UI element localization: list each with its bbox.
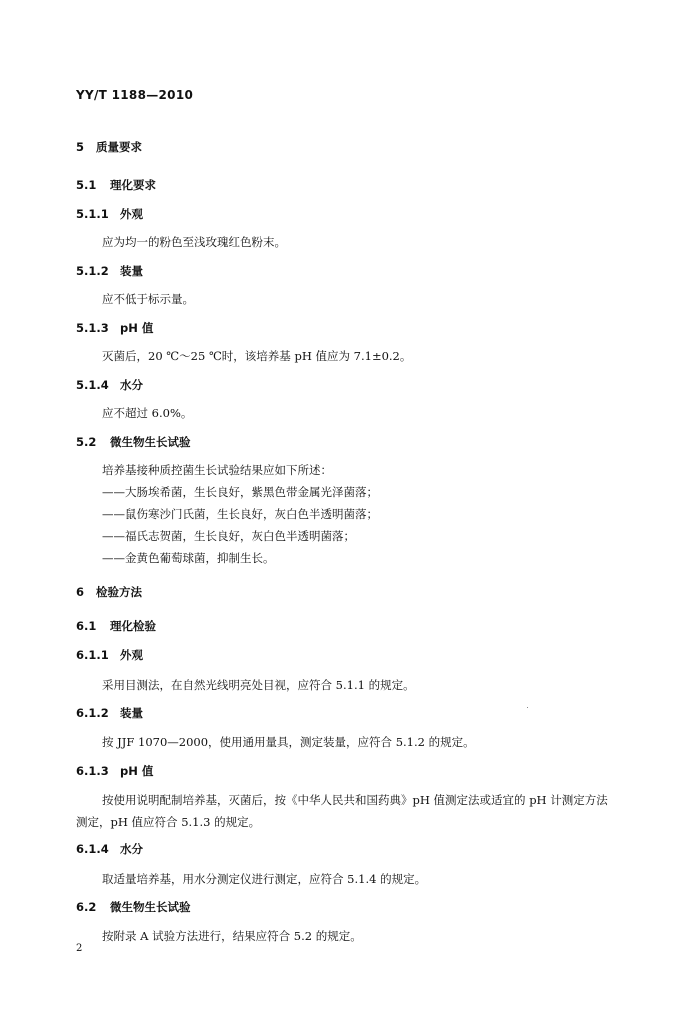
section-number: 6.1.4 <box>76 842 109 856</box>
section-6-1-2-text: 按 JJF 1070—2000，使用通用量具，测定装量，应符合 5.1.2 的规定。 <box>102 735 475 749</box>
section-6-1-1-text: 采用目测法，在自然光线明亮处目视，应符合 5.1.1 的规定。 <box>102 678 415 692</box>
section-number: 6.2 <box>76 900 97 914</box>
section-6-1-4-heading <box>76 841 143 857</box>
standard-code-header: YY/T 1188—2010 <box>76 88 194 102</box>
section-title: 理化要求 <box>110 178 156 192</box>
section-5-1-3-heading <box>76 320 153 336</box>
section-5-1-1-text: 应为均一的粉色至浅玫瑰红色粉末。 <box>102 235 286 249</box>
section-number: 6 <box>76 585 85 599</box>
section-number: 6.1.3 <box>76 764 109 778</box>
list-item: ——福氏志贺菌，生长良好，灰白色半透明菌落； <box>102 529 355 543</box>
section-number: 5.2 <box>76 435 97 449</box>
section-title: pH 值 <box>120 764 154 778</box>
section-title: 水分 <box>120 378 143 392</box>
section-title: pH 值 <box>120 321 154 335</box>
section-6-1-2-heading <box>76 705 143 721</box>
section-6-1-4-text: 取适量培养基，用水分测定仪进行测定，应符合 5.1.4 的规定。 <box>102 872 427 886</box>
section-number: 5.1.1 <box>76 207 109 221</box>
section-number: 6.1 <box>76 619 97 633</box>
section-5-2-heading <box>76 434 191 450</box>
section-title: 微生物生长试验 <box>110 900 191 914</box>
section-number: 6.1.1 <box>76 648 109 662</box>
section-title: 装量 <box>120 706 143 720</box>
section-6-1-3-text-line-1: 按使用说明配制培养基，灭菌后，按《中华人民共和国药典》pH 值测定法或适宜的 pH 计测定方法 <box>102 793 608 807</box>
section-5-2-intro: 培养基接种质控菌生长试验结果应如下所述： <box>102 463 332 477</box>
section-number: 5.1.4 <box>76 378 109 392</box>
section-number: 5 <box>76 140 85 154</box>
section-title: 理化检验 <box>110 619 156 633</box>
section-6-2-text: 按附录 A 试验方法进行，结果应符合 5.2 的规定。 <box>102 929 362 943</box>
section-5-1-4-text: 应不超过 6.0%。 <box>102 406 193 420</box>
section-title: 微生物生长试验 <box>110 435 191 449</box>
list-item: ——大肠埃希菌，生长良好，紫黑色带金属光泽菌落； <box>102 485 378 499</box>
section-title: 质量要求 <box>96 140 142 154</box>
section-6-1-1-heading <box>76 647 143 663</box>
section-title: 水分 <box>120 842 143 856</box>
section-6-1-3-heading <box>76 763 153 779</box>
section-6-2-heading <box>76 899 191 915</box>
section-5-1-4-heading <box>76 377 143 393</box>
section-number: 5.1.3 <box>76 321 109 335</box>
section-5-1-2-text: 应不低于标示量。 <box>102 292 194 306</box>
list-item: ——鼠伤寒沙门氏菌，生长良好，灰白色半透明菌落； <box>102 507 378 521</box>
section-number: 6.1.2 <box>76 706 109 720</box>
section-title: 检验方法 <box>96 585 142 599</box>
section-title: 装量 <box>120 264 143 278</box>
section-6-1-3-text-line-2: 测定，pH 值应符合 5.1.3 的规定。 <box>76 815 261 829</box>
section-number: 5.1.2 <box>76 264 109 278</box>
section-5-heading <box>76 139 142 155</box>
section-5-1-heading <box>76 177 156 193</box>
section-5-1-2-heading <box>76 263 143 279</box>
section-number: 5.1 <box>76 178 97 192</box>
section-5-1-3-text: 灭菌后，20 ℃～25 ℃时，该培养基 pH 值应为 7.1±0.2。 <box>102 349 412 363</box>
section-title: 外观 <box>120 648 143 662</box>
section-6-heading <box>76 584 142 600</box>
scan-speck <box>527 707 528 708</box>
section-5-1-1-heading <box>76 206 143 222</box>
list-item: ——金黄色葡萄球菌，抑制生长。 <box>102 551 275 565</box>
section-title: 外观 <box>120 207 143 221</box>
section-6-1-heading <box>76 618 156 634</box>
page-number: 2 <box>76 943 83 954</box>
